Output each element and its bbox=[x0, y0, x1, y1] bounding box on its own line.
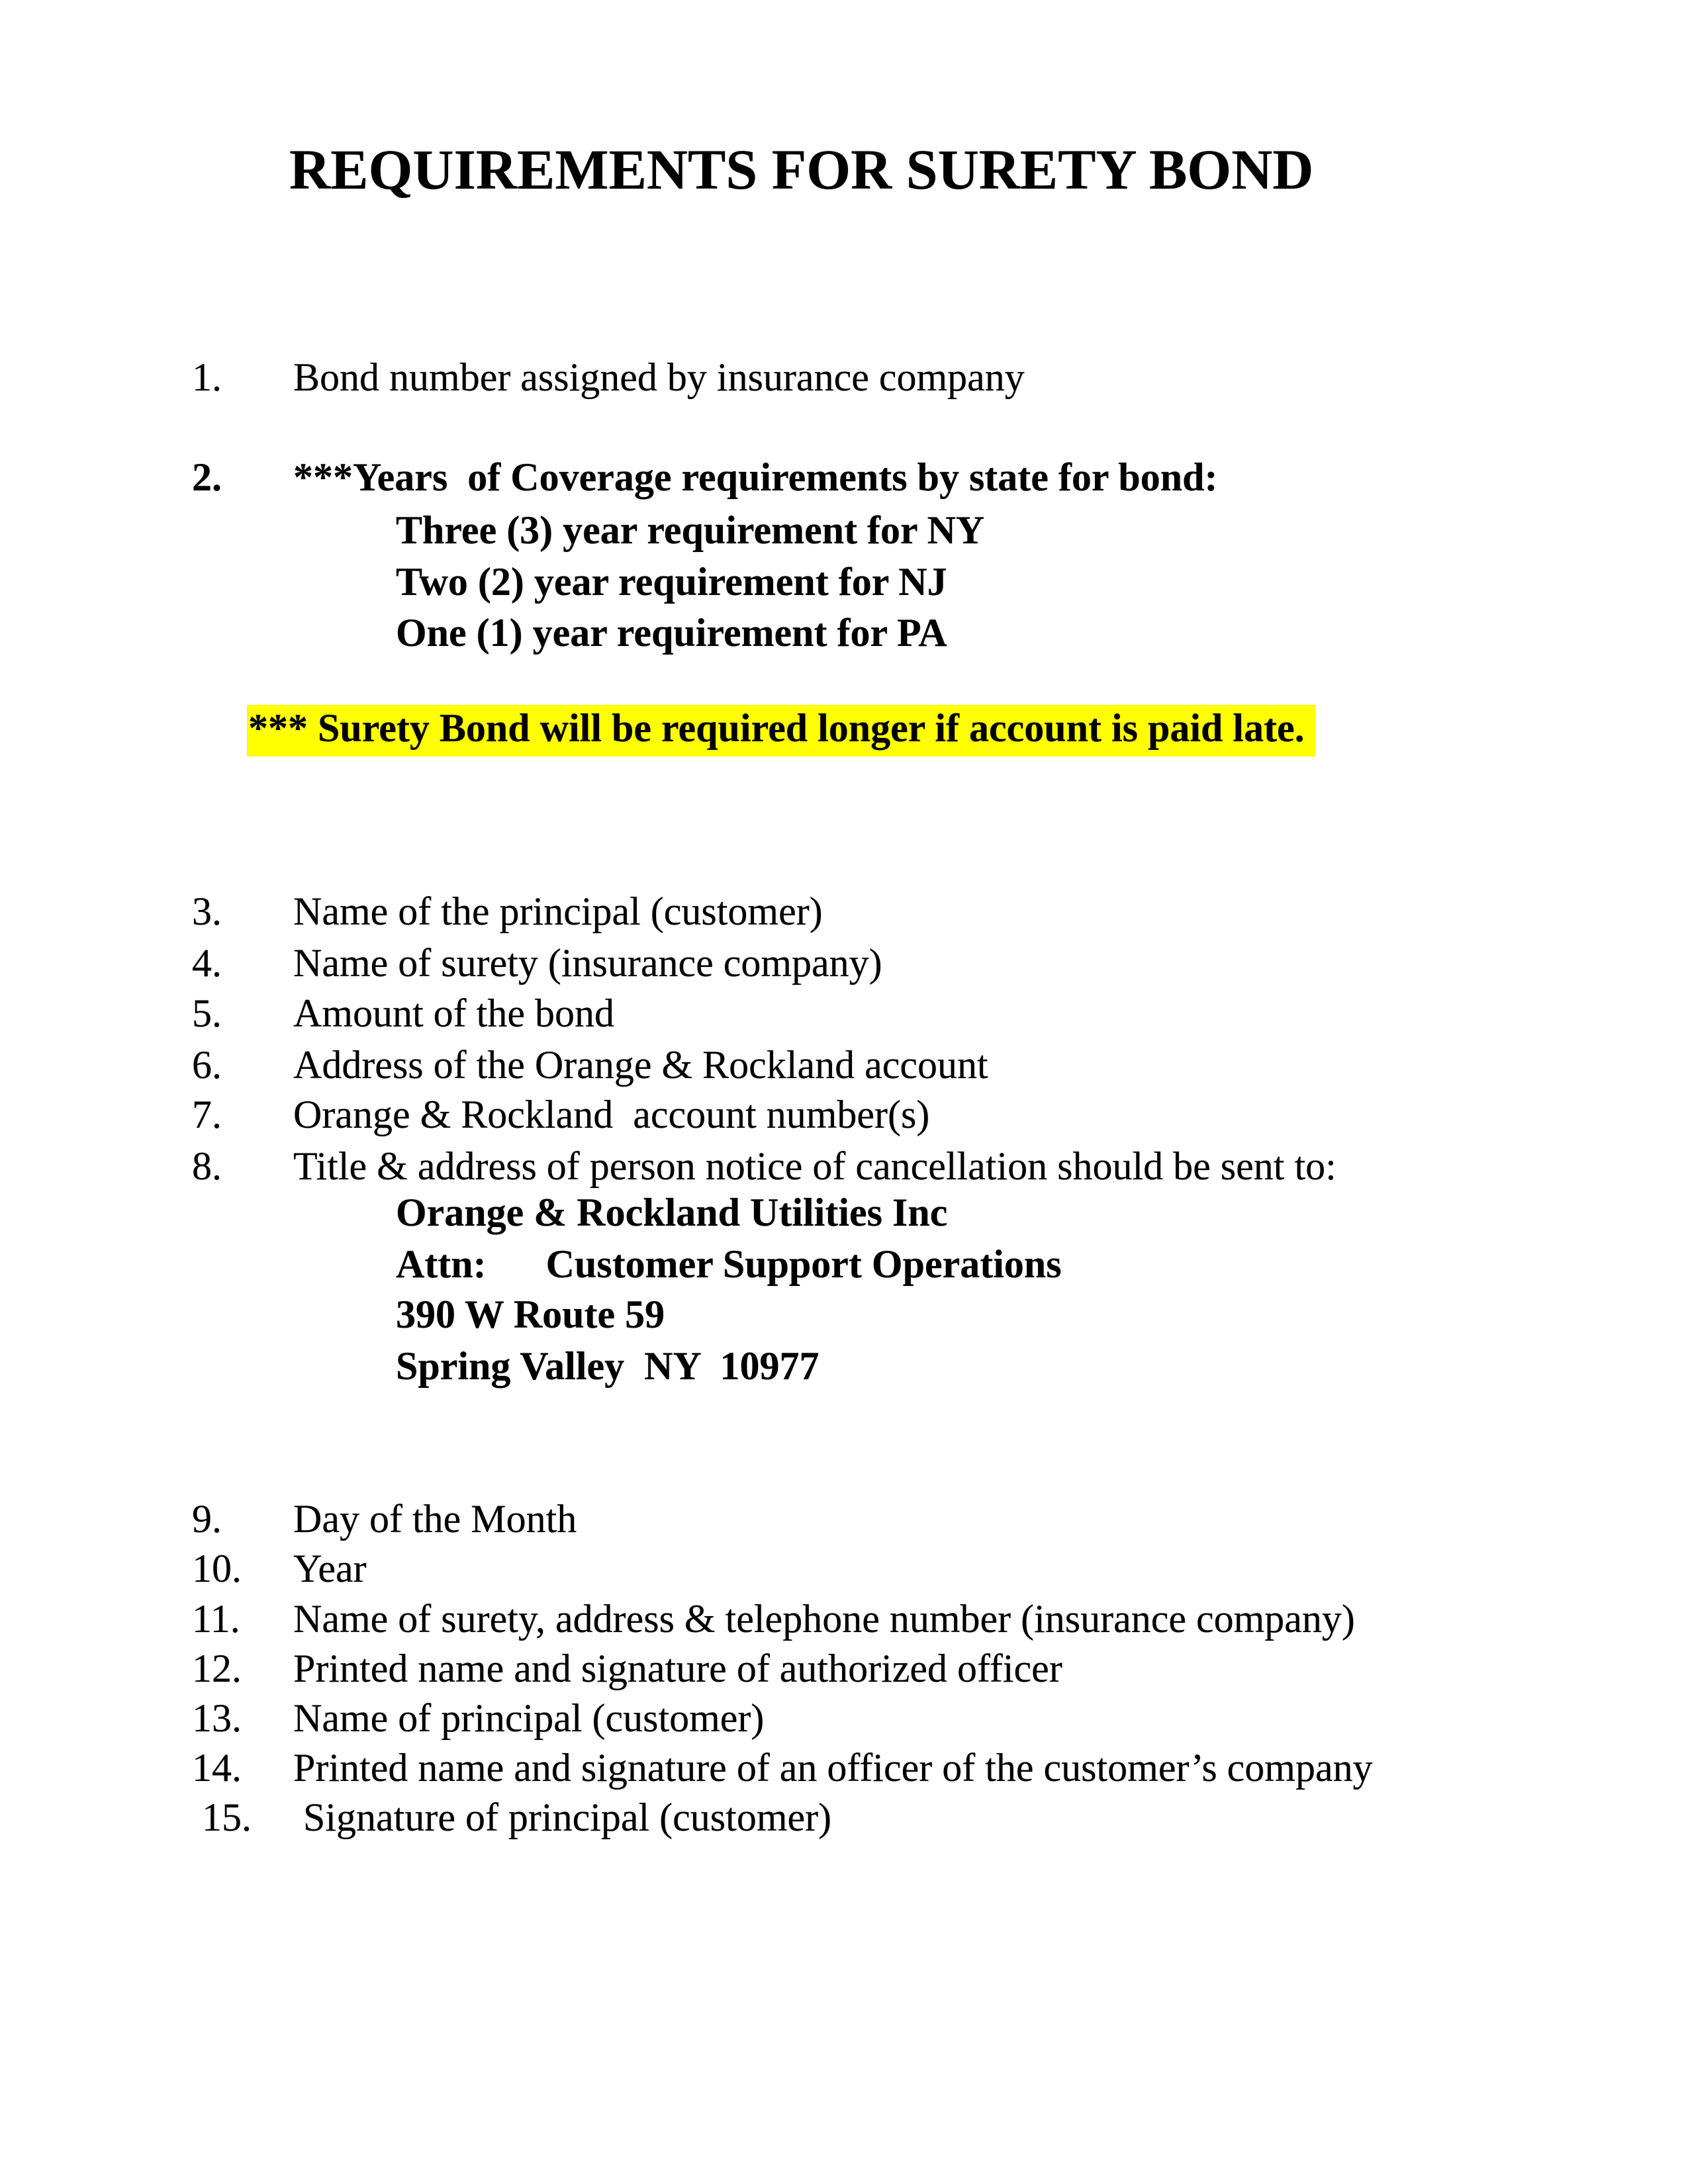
item-number: 8. bbox=[192, 1144, 222, 1188]
item-text: Bond number assigned by insurance company bbox=[293, 355, 1025, 399]
item-text: Year bbox=[293, 1547, 367, 1590]
item-number: 3. bbox=[192, 889, 222, 933]
item-text: Amount of the bond bbox=[293, 991, 614, 1035]
item-text: Name of surety (insurance company) bbox=[293, 941, 882, 985]
item-text: Orange & Rockland account number(s) bbox=[293, 1093, 930, 1136]
item-number: 10. bbox=[192, 1547, 242, 1590]
coverage-line-pa: One (1) year requirement for PA bbox=[396, 611, 947, 655]
item-number: 2. bbox=[192, 455, 222, 499]
document-title: REQUIREMENTS FOR SURETY BOND bbox=[289, 138, 1314, 201]
address-line-attn: Attn: Customer Support Operations bbox=[396, 1242, 1062, 1286]
item-text: ***Years of Coverage requirements by state for bond: bbox=[293, 455, 1218, 499]
address-line-street: 390 W Route 59 bbox=[396, 1293, 665, 1336]
item-text: Name of surety, address & telephone number (insurance company) bbox=[293, 1597, 1355, 1641]
item-text: Title & address of person notice of cancellation should be sent to: bbox=[293, 1144, 1336, 1188]
item-number: 6. bbox=[192, 1043, 222, 1087]
item-number: 15. bbox=[202, 1796, 252, 1839]
coverage-line-nj: Two (2) year requirement for NJ bbox=[396, 560, 947, 604]
item-number: 14. bbox=[192, 1746, 242, 1790]
item-text: Name of the principal (customer) bbox=[293, 889, 823, 933]
item-number: 4. bbox=[192, 941, 222, 985]
highlighted-note: *** Surety Bond will be required longer if account is paid late. bbox=[247, 705, 1315, 756]
item-number: 7. bbox=[192, 1093, 222, 1136]
list-item-15 bbox=[162, 1743, 831, 1892]
item-number: 9. bbox=[192, 1497, 222, 1541]
item-number: 1. bbox=[192, 355, 222, 399]
item-number: 11. bbox=[192, 1597, 240, 1641]
item-text: Address of the Orange & Rockland account bbox=[293, 1043, 988, 1087]
item-number: 5. bbox=[192, 991, 222, 1035]
item-text: Printed name and signature of authorized officer bbox=[293, 1647, 1062, 1690]
item-number: 12. bbox=[192, 1647, 242, 1690]
highlight-note-row bbox=[247, 704, 1315, 753]
address-line-city: Spring Valley NY 10977 bbox=[396, 1344, 820, 1388]
address-line-company: Orange & Rockland Utilities Inc bbox=[396, 1191, 948, 1234]
item-text: Day of the Month bbox=[293, 1497, 577, 1541]
item-text: Name of principal (customer) bbox=[293, 1696, 765, 1740]
coverage-line-ny: Three (3) year requirement for NY bbox=[396, 508, 985, 552]
item-text: Signature of principal (customer) bbox=[303, 1796, 832, 1839]
item-text: Printed name and signature of an officer of the customer’s company bbox=[293, 1746, 1373, 1790]
item-number: 13. bbox=[192, 1696, 242, 1740]
